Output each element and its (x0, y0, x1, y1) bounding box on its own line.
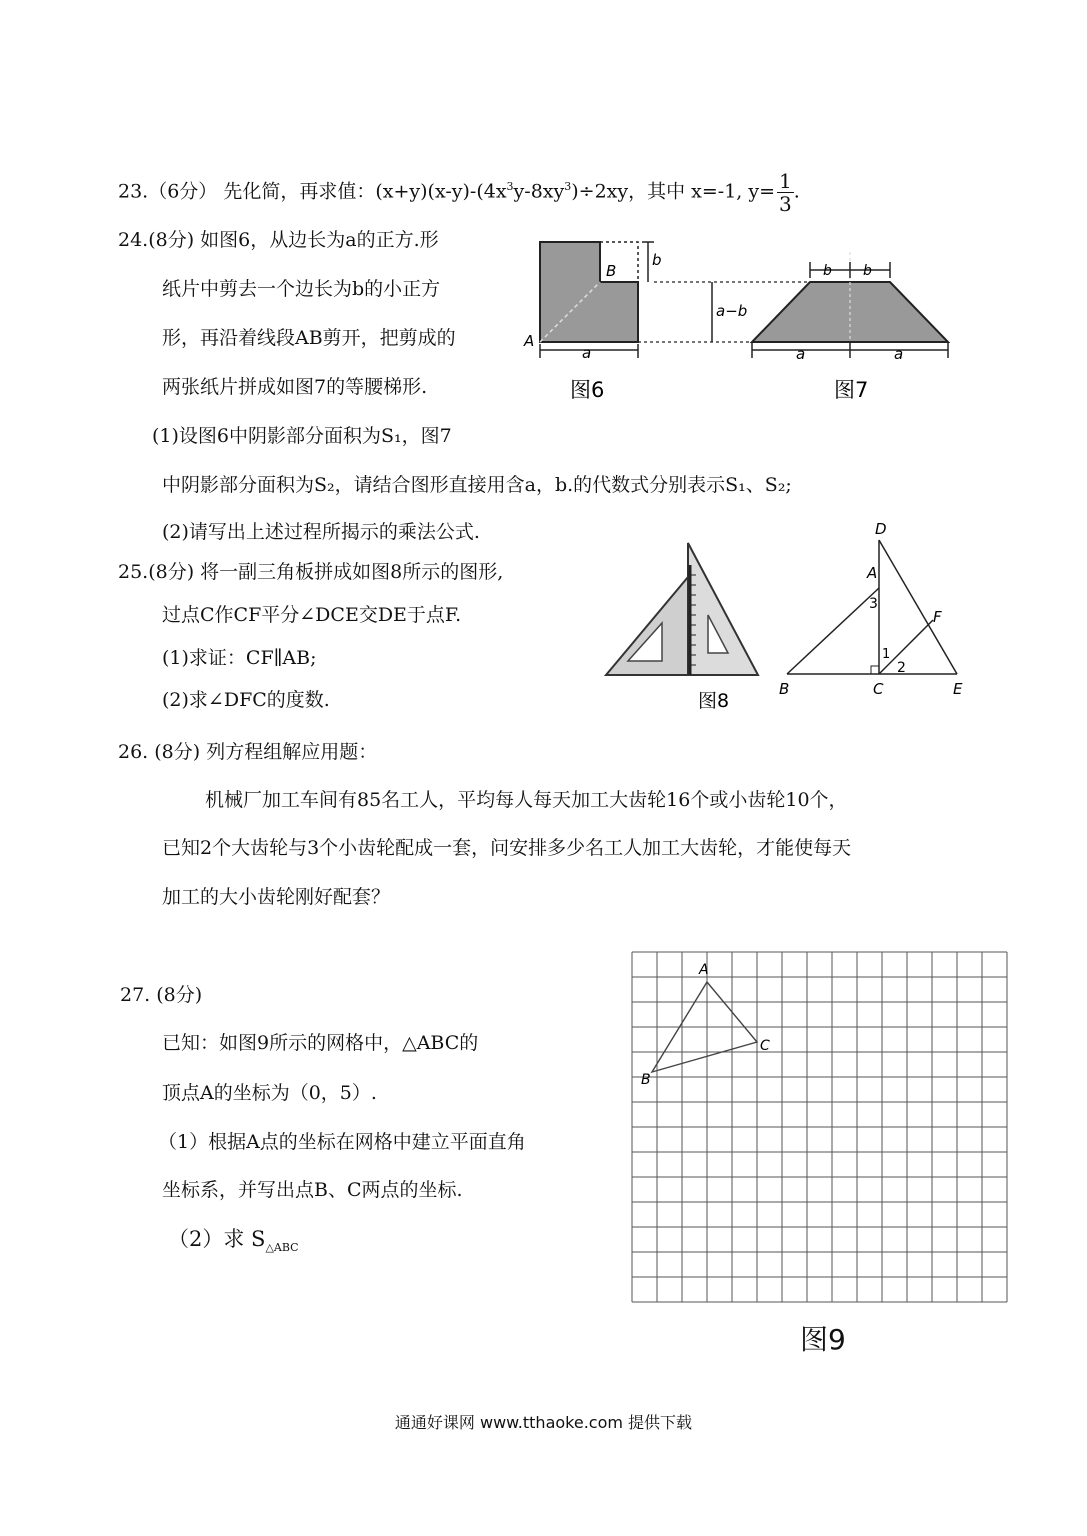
q24-line-2: 纸片中剪去一个边长为b的小正方 (162, 278, 441, 300)
label-b-vertical: b (652, 251, 662, 269)
q24-line-7: (2)请写出上述过程所揭示的乘法公式. (162, 521, 480, 543)
point-A: A (867, 564, 878, 582)
label-a-minus-b: a−b (716, 302, 748, 320)
point-B: B (779, 680, 790, 698)
point-E: E (953, 680, 963, 698)
q23-exp-1: 3 (506, 180, 514, 194)
q23-text-3: )÷2xy，其中 x=-1, y= (571, 180, 776, 203)
q23-period: . (793, 180, 800, 203)
question-23 (118, 170, 800, 215)
label-A: A (524, 332, 535, 350)
fig7-caption: 图7 (834, 378, 869, 402)
q27-line-3: 顶点A的坐标为（0，5）. (162, 1082, 377, 1104)
q25-line-1: 25.(8分) 将一副三角板拼成如图8所示的图形, (118, 561, 504, 583)
q23-denominator: 3 (779, 192, 792, 216)
segment-BA (787, 588, 879, 674)
point-C: C (873, 680, 884, 698)
q23-numerator: 1 (779, 169, 792, 193)
figure-9-grid (625, 948, 1010, 1310)
q24-line-6: 中阴影部分面积为S₂，请结合图形直接用含a，b.的代数式分别表示S₁、S₂; (162, 474, 792, 496)
figure-6-7 (520, 232, 980, 412)
angle-3: 3 (869, 596, 878, 612)
q23-text-2: y-8xy (513, 180, 565, 203)
vertex-C: C (760, 1038, 770, 1054)
q27-line-6-text: （2）求 S (168, 1227, 266, 1251)
figure-8-photo (600, 535, 770, 715)
q26-line-4: 加工的大小齿轮刚好配套？ (162, 886, 391, 908)
q24-line-4: 两张纸片拼成如图7的等腰梯形. (162, 376, 428, 398)
segment-DE (879, 540, 957, 674)
q25-line-4: (2)求∠DFC的度数. (162, 689, 330, 711)
fig9-caption: 图9 (800, 1323, 846, 1356)
point-D: D (875, 520, 887, 538)
point-F: F (933, 608, 942, 626)
fig8-caption: 图8 (698, 690, 730, 712)
q27-line-5: 坐标系，并写出点B、C两点的坐标. (162, 1179, 463, 1201)
q24-line-3: 形，再沿着线段AB剪开，把剪成的 (162, 327, 456, 349)
label-b-top-left: b (823, 263, 832, 279)
q27-line-4: （1）根据A点的坐标在网格中建立平面直角 (158, 1131, 526, 1153)
grid-lines (632, 952, 1007, 1302)
figure-8-diagram (775, 520, 975, 705)
label-a-fig6: a (582, 344, 592, 362)
q25-line-3: (1)求证：CF∥AB; (162, 647, 317, 669)
q27-line-1: 27. (8分) (120, 984, 203, 1006)
label-a-bottom-left: a (796, 345, 806, 363)
q27-triangle-subscript: △ABC (265, 1241, 299, 1255)
q23-fraction (777, 170, 794, 215)
q26-line-2: 机械厂加工车间有85名工人，平均每人每天加工大齿轮16个或小齿轮10个， (205, 789, 848, 811)
q24-line-5: (1)设图6中阴影部分面积为S₁，图7 (152, 425, 452, 447)
q25-line-2: 过点C作CF平分∠DCE交DE于点F. (162, 604, 462, 626)
label-B: B (606, 262, 617, 280)
fig6-caption: 图6 (570, 378, 605, 402)
q24-line-1: 24.(8分) 如图6，从边长为a的正方.形 (118, 229, 439, 251)
label-b-top-right: b (863, 263, 872, 279)
q26-line-1: 26. (8分) 列方程组解应用题： (118, 741, 378, 763)
q27-line-6 (168, 1227, 299, 1260)
q26-line-3: 已知2个大齿轮与3个小齿轮配成一套，问安排多少名工人加工大齿轮，才能使每天 (162, 837, 852, 859)
label-a-bottom-right: a (894, 345, 904, 363)
q23-exp-2: 3 (564, 180, 572, 194)
right-angle-mark (871, 666, 879, 674)
set-square-45 (688, 543, 758, 675)
footer-source: 通通好课网 www.tthaoke.com 提供下载 (394, 1413, 693, 1432)
q27-line-2: 已知：如图9所示的网格中，△ABC的 (162, 1032, 479, 1054)
q23-text-1: 23.（6分） 先化简，再求值：(x+y)(x-y)-(4x (118, 180, 507, 203)
vertex-A: A (699, 962, 709, 978)
angle-1: 1 (882, 647, 891, 662)
vertex-B: B (641, 1072, 651, 1088)
angle-2: 2 (897, 660, 906, 676)
